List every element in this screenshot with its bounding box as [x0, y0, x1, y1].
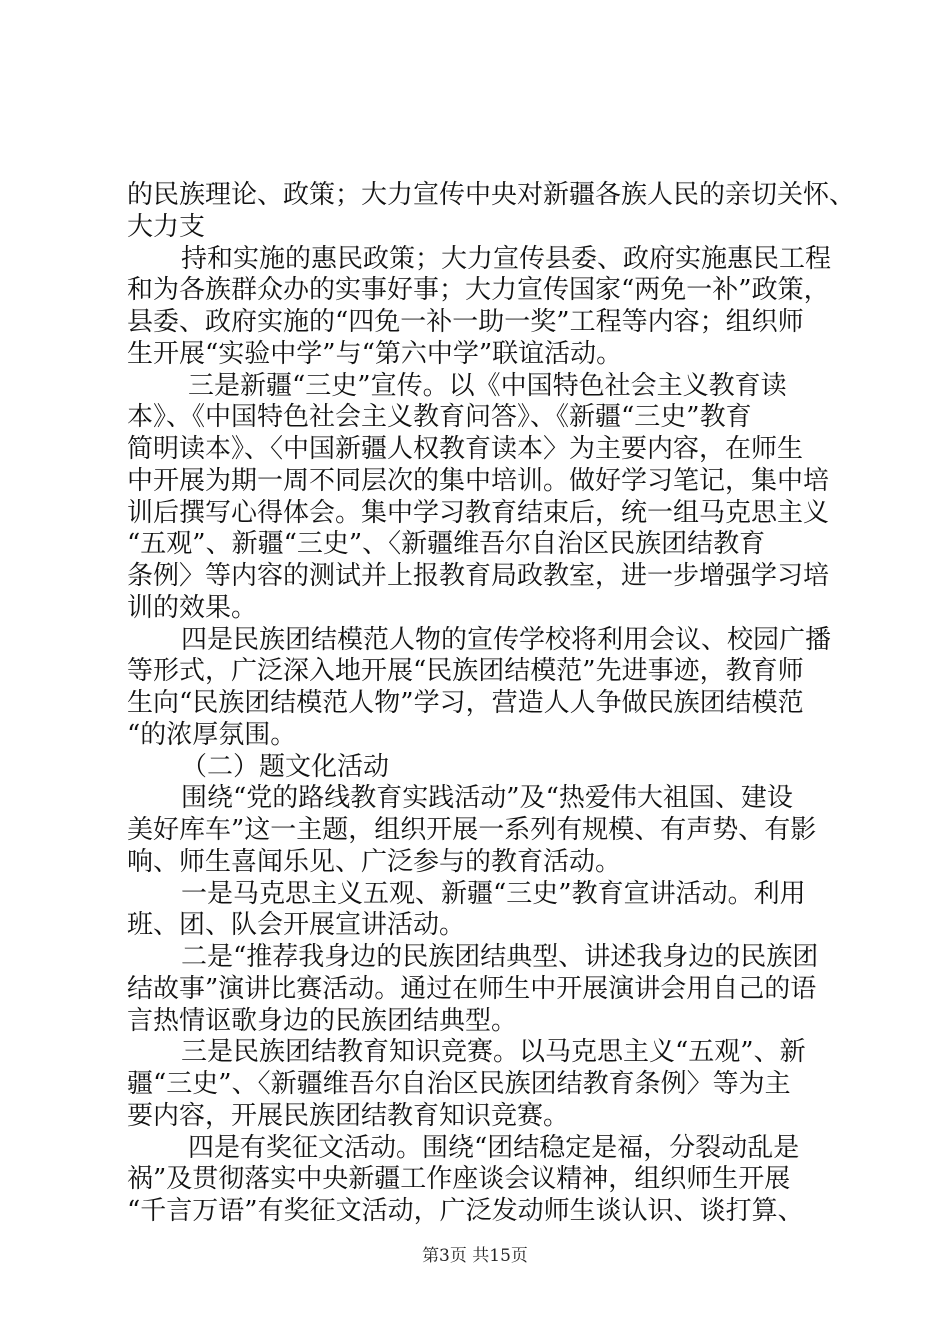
- text-line: “五观”、新疆“三史”、〈新疆维吾尔自治区民族团结教育: [127, 529, 766, 560]
- text-line: 本》、《中国特色社会主义教育问答》、《新疆“三史”教育: [127, 402, 752, 433]
- text-line: 三是民族团结教育知识竞赛。以马克思主义“五观”、新: [181, 1037, 806, 1068]
- text-line: 等形式，广泛深入地开展“民族团结模范”先进事迹，教育师: [127, 656, 804, 687]
- text-line: 围绕“党的路线教育实践活动”及“热爱伟大祖国、建设: [181, 783, 793, 814]
- text-line: 响、师生喜闻乐见、广泛参与的教育活动。: [127, 846, 622, 877]
- text-line: 疆“三史”、〈新疆维吾尔自治区民族团结教育条例〉等为主: [127, 1069, 791, 1099]
- text-line: 训的效果。: [127, 592, 258, 623]
- text-line: 生开展“实验中学”与“第六中学”联谊活动。: [127, 338, 623, 369]
- text-line: 言热情讴歌身边的民族团结典型。: [127, 1005, 518, 1036]
- text-line: 中开展为期一周不同层次的集中培训。做好学习笔记，集中培: [127, 465, 830, 496]
- text-line: 班、团、队会开展宣讲活动。: [127, 910, 466, 941]
- text-line: 四是有奖征文活动。围绕“团结稳定是福，分裂动乱是: [188, 1132, 800, 1163]
- text-line: 的民族理论、政策；大力宣传中央对新疆各族人民的亲切关怀、: [127, 180, 856, 210]
- text-line: 和为各族群众办的实事好事；大力宣传国家“两免一补”政策，: [127, 275, 830, 306]
- text-line: 持和实施的惠民政策；大力宣传县委、政府实施惠民工程: [181, 243, 832, 274]
- text-line: 三是新疆“三史”宣传。以《中国特色社会主义教育读: [188, 370, 787, 401]
- text-line: 简明读本》、〈中国新疆人权教育读本〉为主要内容，在师生: [127, 434, 804, 464]
- text-line: 大力支: [127, 211, 206, 242]
- text-line: 条例〉等内容的测试并上报教育局政教室，进一步增强学习培: [127, 561, 830, 591]
- text-line: 美好库车”这一主题，组织开展一系列有规模、有声势、有影: [127, 815, 817, 845]
- text-line: 要内容，开展民族团结教育知识竞赛。: [127, 1100, 570, 1131]
- text-line: “的浓厚氛围。: [127, 719, 297, 750]
- text-line: 县委、政府实施的“四免一补一助一奖”工程等内容；组织师: [127, 307, 804, 337]
- text-line: “千言万语”有奖征文活动，广泛发动师生谈认识、谈打算、: [127, 1196, 804, 1226]
- text-line: 祸”及贯彻落实中央新疆工作座谈会议精神，组织师生开展: [127, 1164, 791, 1195]
- page-footer: 第3页 共15页: [422, 1246, 528, 1266]
- text-line: 结故事”演讲比赛活动。通过在师生中开展演讲会用自己的语: [127, 973, 817, 1004]
- text-line: 训后撰写心得体会。集中学习教育结束后，统一组马克思主义: [127, 497, 830, 528]
- text-line: 生向“民族团结模范人物”学习，营造人人争做民族团结模范: [127, 688, 804, 718]
- text-line: 一是马克思主义五观、新疆“三史”教育宣讲活动。利用: [181, 878, 806, 909]
- text-line: 二是“推荐我身边的民族团结典型、讲述我身边的民族团: [181, 942, 819, 972]
- section-heading: （二）题文化活动: [181, 751, 390, 782]
- text-line: 四是民族团结模范人物的宣传学校将利用会议、校园广播: [181, 624, 832, 655]
